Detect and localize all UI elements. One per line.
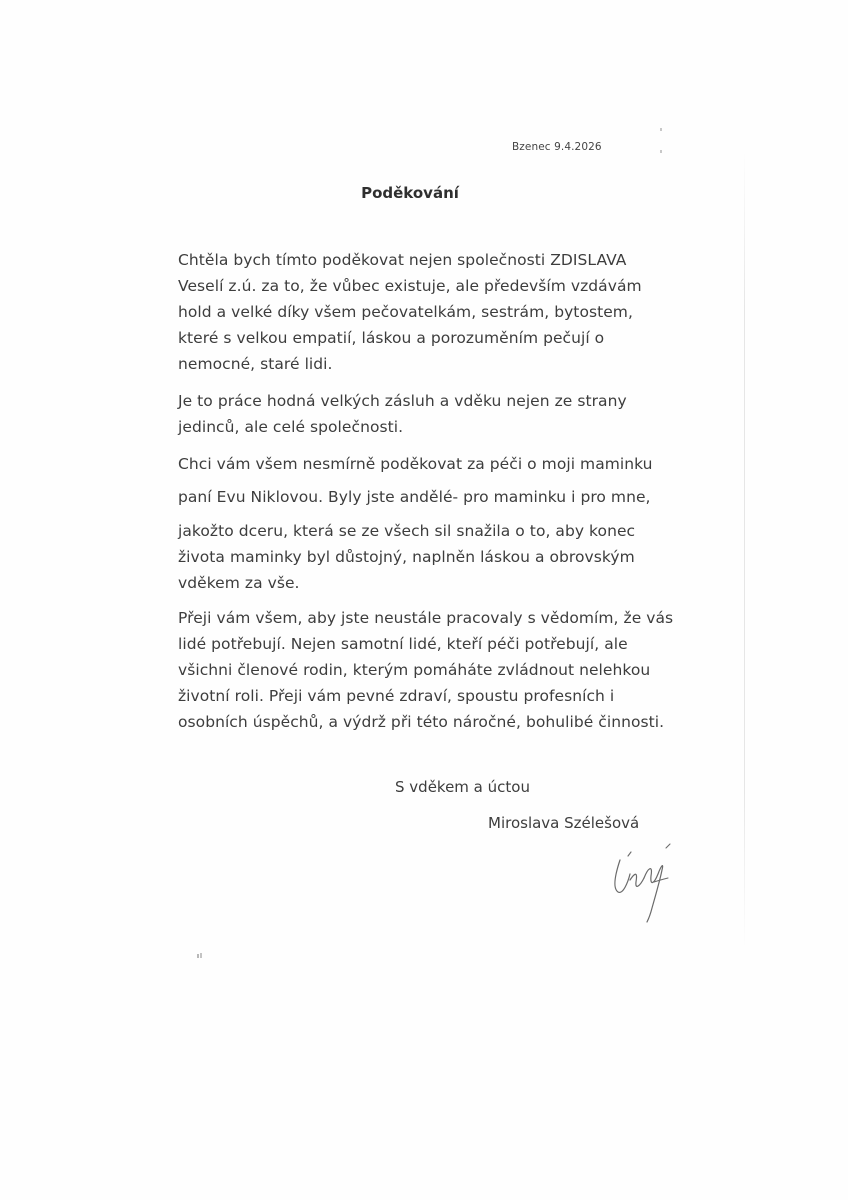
scan-speck: [660, 150, 662, 153]
body-line: života maminky byl důstojný, naplněn láskou a obrovským: [178, 548, 635, 566]
body-line: jedinců, ale celé společnosti.: [178, 418, 404, 436]
body-line: Veselí z.ú. za to, že vůbec existuje, ale především vzdávám: [178, 277, 642, 295]
letter-date: Bzenec 9.4.2026: [512, 141, 602, 153]
body-line: Přeji vám všem, aby jste neustále pracovaly s vědomím, že vás: [178, 609, 674, 627]
scan-smudge: [196, 952, 204, 960]
body-line: nemocné, staré lidi.: [178, 355, 333, 373]
body-line: které s velkou empatií, láskou a porozuměním pečují o: [178, 329, 605, 347]
body-line: vděkem za vše.: [178, 574, 300, 592]
body-line: Je to práce hodná velkých zásluh a vděku nejen ze strany: [178, 392, 627, 410]
body-line: paní Evu Niklovou. Byly jste andělé- pro maminku i pro mne,: [178, 488, 651, 506]
body-line: hold a velké díky všem pečovatelkám, sestrám, bytostem,: [178, 303, 633, 321]
handwritten-signature: [598, 838, 688, 928]
body-line: osobních úspěchů, a výdrž při této náročné, bohulibé činnosti.: [178, 713, 665, 731]
letter-title: Poděkování: [361, 184, 459, 202]
body-line: životní roli. Přeji vám pevné zdraví, spoustu profesních i: [178, 687, 615, 705]
body-line: všichni členové rodin, kterým pomáháte zvládnout nelehkou: [178, 661, 651, 679]
scan-speck: [660, 128, 662, 131]
body-line: Chtěla bych tímto poděkovat nejen společnosti ZDISLAVA: [178, 251, 627, 269]
scan-edge: [744, 150, 745, 950]
signer-name: Miroslava Szélešová: [488, 814, 640, 832]
closing-phrase: S vděkem a úctou: [395, 778, 530, 796]
body-line: Chci vám všem nesmírně poděkovat za péči o moji maminku: [178, 455, 653, 473]
body-line: jakožto dceru, která se ze všech sil snažila o to, aby konec: [178, 522, 636, 540]
body-line: lidé potřebují. Nejen samotní lidé, kteří péči potřebují, ale: [178, 635, 628, 653]
